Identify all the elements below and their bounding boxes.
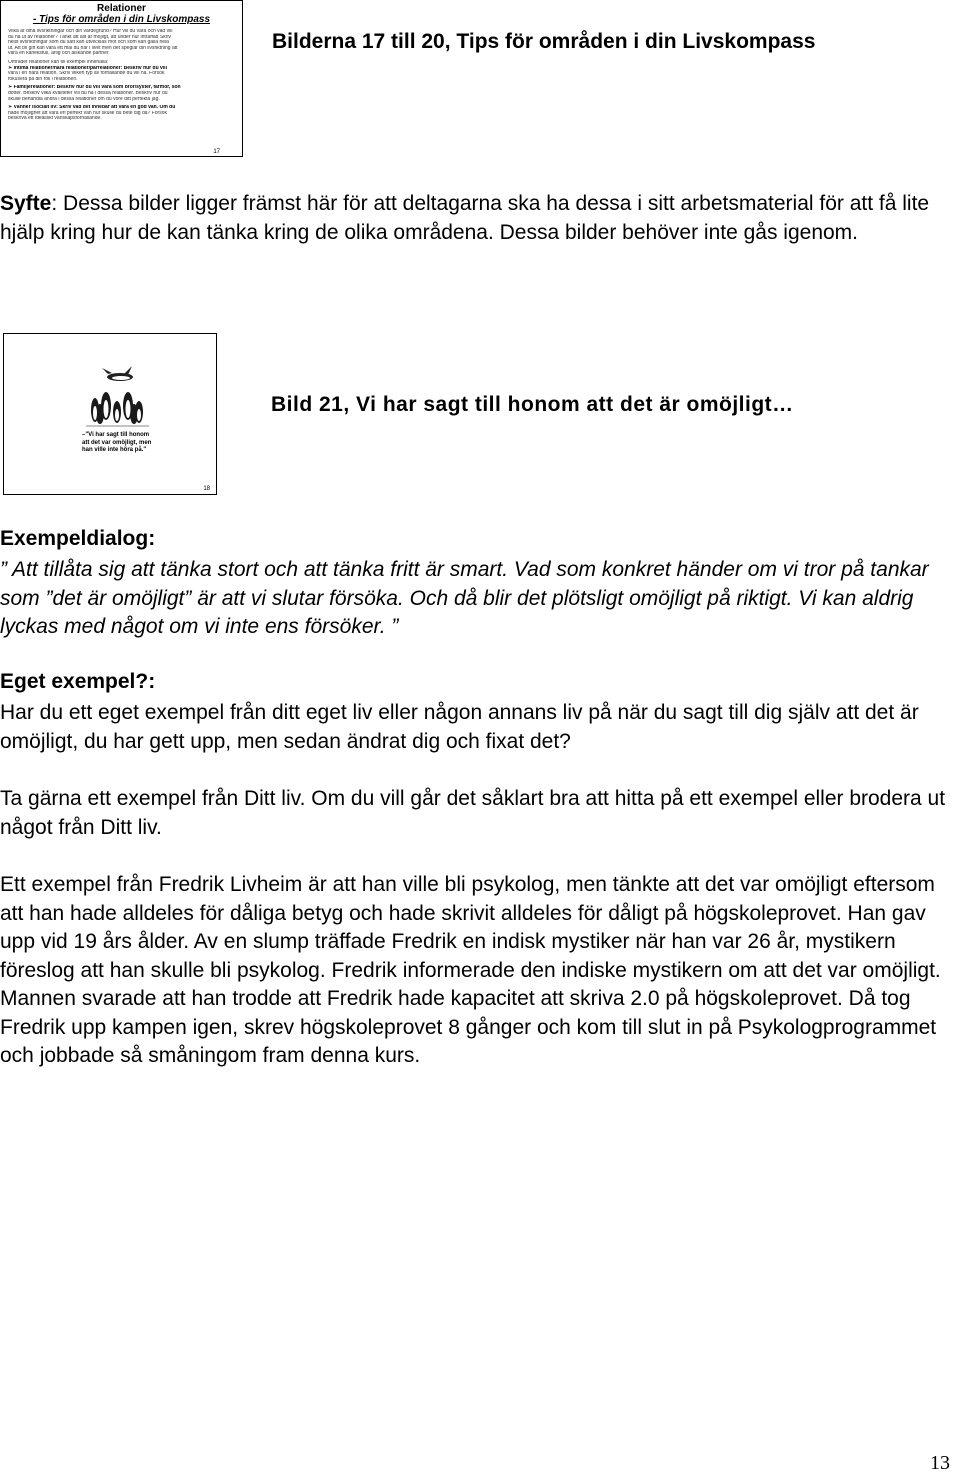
- slide-body-line: hade möjlighet att vara en perfekt vän hur skulle du bete dig då? Försök: [8, 110, 167, 116]
- exempeldialog-text: ” Att tillåta sig att tänka stort och att tänka fritt är smart. Vad som konkret händer om vi tror på tankar som ”det är omöjligt” är att vi slutar försöka. Och då blir det plötsligt omöjligt på riktigt. Vi kan aldrig lyckas med något om vi inte ens försöker. ”: [0, 558, 929, 638]
- syfte-paragraph: [0, 190, 960, 247]
- eget-exempel-text: Har du ett eget exempel från ditt eget liv eller någon annans liv på när du sagt till dig själv att det är omöjligt, du har gett upp, men sedan ändrat dig och fixat det?: [0, 701, 919, 753]
- slide-thumbnail-relationer: [0, 0, 243, 157]
- syfte-label: Syfte: [0, 192, 52, 215]
- fredrik-example-paragraph: Ett exempel från Fredrik Livheim är att han ville bli psykolog, men tänkte att det var omöjligt eftersom att han hade alldeles för dåliga betyg och hade skrivit alldeles för dåligt på högskoleprovet. Han gav upp vid 19 års ålder. Av en slump träffade Fredrik en indisk mystiker när han var 26 år, mystikern föreslog att han skulle bli psykolog. Fredrik informerade den indiske mystikern om att det var omöjligt. Mannen svarade att han trodde att Fredrik hade kapacitet att skriva 2.0 på högskoleprovet. Då tog Fredrik upp kampen igen, skrev högskoleprovet 8 gånger och kom till slut in på Psykologprogrammet och jobbade så småningom fram denna kurs.: [0, 873, 941, 1067]
- slide-quote: [82, 432, 151, 455]
- slide-number: 18: [203, 486, 210, 492]
- slide-body-line: beskriva ett idealiskt vänskapsförhållande.: [8, 116, 102, 122]
- slide-body-line: Området relationer kan till exempel innehålla:: [8, 59, 109, 65]
- slide-body-line: ➢ Vänner /socialt liv: Skriv vad det innebär att vara en god vän. Om du: [8, 105, 176, 111]
- section-heading-bilderna-17-20: Bilderna 17 till 20, Tips för områden i din Livskompass: [272, 30, 816, 53]
- syfte-text: : Dessa bilder ligger främst här för att deltagarna ska ha dessa i sitt arbetsmaterial för att få lite hjälp kring hur de kan tänka kring de olika områdena. Dessa bilder behöver inte gås igenom.: [0, 192, 930, 244]
- slide-body-line: vara en kärleksfull, ärlig och älskande partner.: [8, 51, 110, 57]
- page-number: 13: [930, 1452, 950, 1474]
- penguins-illustration: [4, 334, 216, 494]
- slide-title: Relationer: [97, 3, 146, 14]
- slide-body-line: skulle behandla andra i dessa relationer om du vore ditt perfekta jag.: [8, 96, 160, 102]
- ta-garna-paragraph: Ta gärna ett exempel från Ditt liv. Om du vill går det såklart bra att hitta på ett exempel eller brodera ut något från Ditt liv.: [0, 787, 946, 839]
- slide-body-line: dotter. Beskriv vilka kvaliteter vill du ha i dessa relationer. Beskriv hur du: [8, 90, 168, 96]
- eget-exempel-label: Eget exempel?:: [0, 670, 156, 693]
- slide-number: 17: [213, 149, 220, 155]
- quote-line: att det var omöjligt, men: [82, 439, 152, 446]
- slide-body-line: helst livsriktningar som du sätt kan utvecklas mot och som kan gälla hela: [8, 40, 169, 46]
- slide-subtitle: - Tips för områden i din Livskompass: [32, 14, 211, 25]
- slide-body-line: fokusera på din roll i relationen.: [8, 76, 78, 82]
- flying-penguin-icon: [102, 366, 133, 381]
- slide-body-line: vara i en nära relation. Skriv vilken typ av förhållande du vill ha. Försök: [8, 71, 165, 77]
- section-heading-bild-21: Bild 21, Vi har sagt till honom att det är omöjligt…: [271, 393, 794, 416]
- slide-thumbnail-penguins: [3, 333, 217, 495]
- quote-line: han ville inte höra på.": [82, 447, 147, 453]
- quote-line: –"Vi har sagt till honom: [82, 432, 150, 438]
- slide-body-line: ➢ Familjerelationer: Beskriv hur du vill vara som bror/syster, farmor, son: [8, 85, 181, 91]
- slide-body-line: ut. Att bli gift kan vara ett mål du har i livet men det speglar din livsriktning att: [8, 45, 178, 51]
- slide-body-text: [8, 29, 237, 122]
- slide-body-line: du ha ut av relationer? Tänkt att allt är möjligt, att under hur intraffad Skriv: [8, 34, 171, 40]
- exempeldialog-label: Exempeldialog:: [0, 527, 156, 550]
- slide-body-line: Vilka är dina livsriktningar och din värdegrund? Hur vill du vara och vad vill: [8, 29, 173, 34]
- slide-body-line: ➢ Intima relationer/nära relationer/parrelationer: Beskriv hur du vill: [8, 65, 167, 71]
